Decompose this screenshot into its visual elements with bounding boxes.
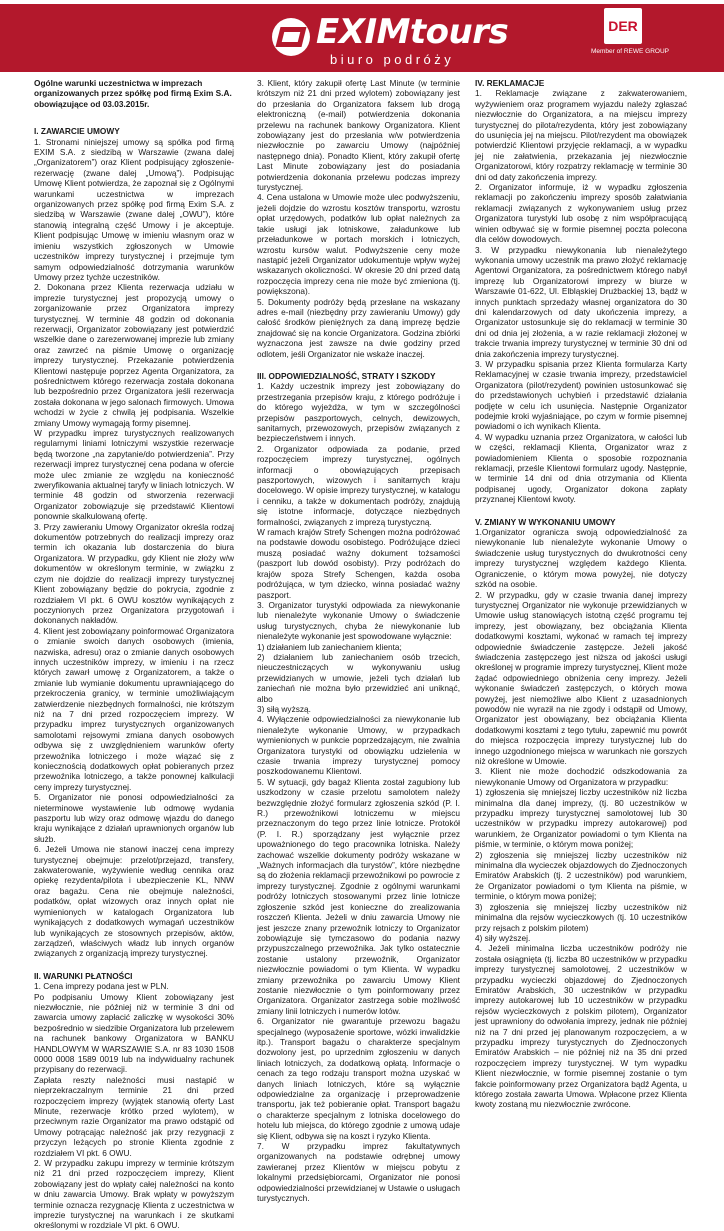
paragraph: 2. W przypadku, gdy w czasie trwania danej imprezy turystycznej Organizator nie wykonuje przewidzianych w Umowie usług stanowiących istotną część programu tej imprezy, jest obowiązany, bez obciążania Klienta dodatkowymi kosztami, wykonać w ramach tej imprezy odpowiednie świadczenie zastępcze. Jeżeli jakość świadczenia zastępczego jest niższa od jakości usługi określonej w programie imprezy turystycznej, Klient może żądać odpowiedniego obniżenia ceny imprezy. Jeżeli wykonanie świadczeń zastępczych, o których mowa powyżej, jest niemożliwe albo Klient z uzasadnionych powodów nie wyraził na nie zgody i odstąpił od Umowy, Organizator jest obowiązany, bez obciążania Klienta dodatkowymi kosztami z tego tytułu, zapewnić mu powrót do miejsca rozpoczęcia imprezy turystycznej lub do innego uzgodnionego miejsca w warunkach nie gorszych niż określone w Umowie.	[475, 589, 687, 766]
paragraph: 1. Każdy uczestnik imprezy jest zobowiązany do przestrzegania przepisów kraju, z którego podróżuje i do którego wyjeżdża, w tym w szczególności przepisów paszportowych, celnych, dewizowych, sanitarnych, przewozowych, przepisów związanych z bezpieczeństwem i innych.	[257, 381, 460, 444]
paragraph: 1.Organizator ogranicza swoją odpowiedzialność za niewykonanie lub nienależyte wykonanie Umowy o świadczenie usług turystycznych do dwukrotności ceny imprezy turystycznej względem każdego Klienta. Ograniczenie, o którym mowa powyżej, nie dotyczy szkód na osobie.	[475, 527, 687, 590]
der-logo	[604, 8, 642, 44]
exim-logo-icon	[272, 18, 310, 56]
exim-tours-logo	[272, 10, 509, 68]
document-title: Ogólne warunki uczestnictwa w imprezach organizowanych przez spółkę pod firmą Exim S.A. obowiązujące od 03.03.2015r.	[34, 78, 232, 109]
paragraph: 5. W sytuacji, gdy bagaż Klienta został zagubiony lub uszkodzony w czasie przelotu samolotem należy bezwzględnie złożyć formularz zgłoszenia szkód (P. I. R.) przewoźnikowi lotniczemu w miejscu przeznaczonym do tego przez linie lotnicze. Protokół (P. I. R.) sporządzany jest wyłącznie przez upoważnionego do tego pracownika lotniska. Należy zachować wszelkie dokumenty podróży wskazane w „Ważnych informacjach dla turystów”, które niezbędne są do złożenia reklamacji przewoźnikowi po powrocie z imprezy turystycznej. Zgodnie z ogólnymi warunkami podróży lotniczych stosowanymi przez linie lotnicze zgłoszenie szkód jest konieczne do zrealizowania roszczeń Klienta. Jeżeli w dniu zawarcia Umowy nie jest jeszcze znany przewoźnik lotniczy to Organizator zobowiązuje się tymczasowo do podania nazwy przypuszczalnego przewoźnika. Jak tylko ostatecznie zostanie ustalony przewoźnik, Organizator niezwłocznie powiadomi o tym Klienta. W wypadku zmiany przewoźnika po zawarciu Umowy Klient zostanie niezwłocznie o tym poinformowany przez Organizatora. Organizator zastrzega sobie możliwość zmiany linii lotniczych i numerów lotów.	[257, 776, 460, 1016]
logo-tagline: biuro podróży	[330, 52, 455, 67]
text-column-1	[34, 78, 234, 1231]
der-caption: Member of REWE GROUP	[590, 48, 669, 55]
paragraph: 2. W przypadku zakupu imprezy w terminie krótszym niż 21 dni przed rozpoczęciem imprezy, Klient zobowiązany jest do wpłaty całej należności na konto w dniu zawarcia Umowy. Brak wpłaty w powyższym terminie oznacza rezygnację Klienta z uczestnictwa w imprezie turystycznej na warunkach i ze skutkami określonymi w rozdziale VI pkt. 6 OWU.	[34, 1158, 234, 1231]
header-banner	[0, 4, 724, 72]
paragraph: 2. Dokonana przez Klienta rezerwacja udziału w imprezie turystycznej jest propozycją umowy o zorganizowanie przez Organizatora imprezy turystycznej. W terminie 48 godzin od dokonania rezerwacji, Organizator zobowiązany jest potwierdzić wszelkie dane o zarezerwowanej imprezie lub zmiany oraz zawrzeć na piśmie Umowę o organizację imprezy turystycznej. Przekazanie potwierdzenia Klientowi następuje poprzez Agenta Organizatora, za pośrednictwem którego rezerwacja została dokonana lub bezpośrednio przez Organizatora jeśli rezerwacja została dokonana w jego salonach firmowych. Umowa wchodzi w życie z chwilą jej podpisania. Wszelkie zmiany Umowy wymagają formy pisemnej.	[34, 282, 234, 428]
paragraph: 4. W wypadku uznania przez Organizatora, w całości lub w części, reklamacji Klienta, Organizator wraz z powiadomieniem Klienta o sposobie rozpoznania reklamacji, prześle Klientowi formularz ugody. Następnie, w terminie 14 dni od dnia otrzymania od Klienta podpisanej ugody, Organizator dokona zapłaty przyznanej Klientowi kwoty.	[475, 431, 687, 505]
paragraph: 4. Jeżeli minimalna liczba uczestników podróży nie została osiągnięta (tj. liczba 80 uczestników w przypadku imprezy turystycznej samolotowej, 2 uczestników w przypadku wycieczki objazdowej do Zjednoczonych Emiratów Arabskich, 30 uczestników w przypadku imprezy autokarowej lub 10 uczestników w przypadku rejsów wycieczkowych z polskim pilotem), Organizator jest uprawniony do odwołania imprezy, jednak nie później niż na 7 dni przed jej planowanym rozpoczęciem, a w przypadku imprezy turystycznych do Zjednoczonych Emiratów Arabskich – nie później niż na 35 dni przed rozpoczęciem imprezy turystycznej. W tym wypadku Klient niezwłocznie, w formie pisemnej zostanie o tym fakcie poinformowany przez Organizatora bądź Agenta, u którego została zawarta Umowa. Wpłacone przez Klienta kwoty zostaną mu niezwłocznie zwrócone.	[475, 943, 687, 1110]
paragraph: 3. Przy zawieraniu Umowy Organizator określa rodzaj dokumentów potrzebnych do realizacji imprezy oraz termin ich okazania lub dostarczenia do biura Organizatora. W przypadku, gdy Klient nie złoży w/w dokumentów w określonym terminie, w związku z czym nie dojdzie do realizacji imprezy turystycznej Klient zobowiązany będzie do pokrycia, zgodnie z rozdziałem VI pkt. 6 OWU kosztów wynikających z poczynionych przez Organizatora przygotowań i dokonanych nakładów.	[34, 521, 234, 626]
section-heading: V. ZMIANY W WYKONANIU UMOWY	[475, 516, 616, 527]
paragraph: 4. Klient jest zobowiązany poinformować Organizatora o zmianie swoich danych osobowych (imienia, nazwiska, adresu) oraz o zmianie danych osobowych innych uczestników imprezy, w imieniu i na rzecz których zawarł umowę z Organizatorem, a także o zmianie lub wymianie dokumentu uprawniającego do przekroczenia granicy, w terminie umożliwiającym zatwierdzenie niezbędnych formalności, nie krótszym niż na 7 dni przed rozpoczęciem imprezy. W przypadku imprez turystycznych organizowanych samolotami rejsowymi zmiana danych osobowych odbywa się z uwzględnieniem warunków oferty przewoźnika lotniczego i może wiązać się z koniecznością dodatkowych opłat pobieranych przez przewoźnika lotniczego, a także ponownej kalkulacji ceny imprezy turystycznej.	[34, 625, 234, 792]
paragraph: 3. W przypadku spisania przez Klienta formularza Karty Reklamacyjnej w czasie trwania imprezy, przedstawiciel Organizatora (pilot/rezydent) powinien ustosunkować się do przedstawionych uchybień i przedstawić działania podjęte w celu ich usunięcia. Następnie Organizator podejmie kroki wyjaśniające, po czym w formie pisemnej powiadomi o ich wynikach Klienta.	[475, 358, 687, 432]
paragraph: 3. Klient nie może dochodzić odszkodowania za niewykonanie Umowy od Organizatora w przypadku:	[475, 766, 687, 787]
paragraph: 7. W przypadku imprez fakultatywnych organizowanych na podstawie odrębnej umowy zawieranej przez Klientów w miejscu pobytu z lokalnymi przedsiębiorcami, Organizator nie ponosi odpowiedzialności przewidzianej w Ustawie o usługach turystycznych.	[257, 1141, 460, 1204]
paragraph: W przypadku imprez turystycznych realizowanych regularnymi liniami lotniczymi wszystkie rezerwacje będą tworzone „na zapytanie/do potwierdzenia”. Przy rezerwacji imprez turystycznej cena podana w ofercie może ulec zmianie ze względu na konieczność zweryfikowania aktualnej taryfy w liniach lotniczych. W terminie 48 godzin od stworzenia rezerwacji Organizator zobowiązuje się przedstawić Klientowi ponownie skalkulowaną ofertę.	[34, 428, 234, 522]
paragraph: Zapłata reszty należności musi nastąpić w nieprzekraczalnym terminie 21 dni przed rozpoczęciem imprezy (wyjątek stanowią oferty Last Minute, rezerwacje krótko przed wylotem), w przeciwnym razie Organizator ma prawo odstąpić od Umowy potrącając należność jak przy rezygnacji z przyczyn leżących po stronie Klienta zgodnie z rozdziałem VI pkt. 6 OWU.	[34, 1074, 234, 1158]
paragraph: 2. Organizator odpowiada za podanie, przed rozpoczęciem imprezy turystycznej, ogólnych informacji o obowiązujących przepisach paszportowych, wizowych i sanitarnych kraju docelowego. W opisie imprezy turystycznej, w katalogu i cenniku, a także w dokumentach podróży, znajdują się istotne informacje, dotyczące niezbędnych formalności, związanych z imprezą turystyczną.	[257, 443, 460, 527]
text-column-2	[257, 78, 460, 1204]
paragraph: 1. Reklamacje związane z zakwaterowaniem, wyżywieniem oraz programem wyjazdu należy zgłaszać niezwłocznie do Organizatora, a na miejscu imprezy turystycznej do pilota/rezydenta, który jest zobowiązany do usunięcia jej na miejscu. Pilot/rezydent ma obowiązek potwierdzić Klientowi przyjęcie reklamacji, a w wypadku jej nie załatwienia, przekazania jej niezwłocznie Organizatorowi, który rozpatrzy reklamację w terminie 30 dni od daty zakończenia imprezy.	[475, 88, 687, 182]
paragraph: 1. Cena imprezy podana jest w PLN.	[34, 981, 169, 992]
paragraph: 1) zgłoszenia się mniejszej liczby uczestników niż liczba minimalna dla danej imprezy, (tj. 80 uczestników w przypadku imprezy turystycznej samolotowej lub 30 uczestników w przypadku imprezy autokarowej) pod warunkiem, że Organizator powiadomi o tym Klienta na piśmie, w terminie, o którym mowa poniżej;	[475, 787, 687, 850]
paragraph: 3. Organizator turystyki odpowiada za niewykonanie lub nienależyte wykonanie Umowy o świadczenie usług turystycznych, chyba że niewykonanie lub nienależyte wykonanie jest spowodowane wyłącznie:	[257, 599, 460, 642]
der-mark: DER	[608, 18, 638, 34]
section-heading: III. ODPOWIEDZIALNOŚĆ, STRATY I SZKODY	[257, 370, 436, 381]
paragraph: 3) zgłoszenia się mniejszej liczby uczestników niż minimalna dla rejsów wycieczkowych (tj. 10 uczestników przy rejsach z polskim pilotem)	[475, 901, 687, 933]
paragraph: 4. Cena ustalona w Umowie może ulec podwyższeniu, jeżeli dojdzie do wzrostu kosztów transportu, wzrostu opłat urzędowych, podatków lub opłat należnych za takie usługi jak lotniskowe, załadunkowe lub przeładunkowe w portach morskich i lotniczych, wzrostu kursów walut. Podwyższenie ceny może nastąpić jeżeli Organizator udokumentuje wpływ wyżej wskazanych okoliczności. W okresie 20 dni przed datą rozpoczęcia imprezy cena nie może być zmieniona (tj. powiększona).	[257, 192, 460, 297]
paragraph: 6. Organizator nie gwarantuje przewozu bagażu specjalnego (wyposażenie sportowe, wózki inwalidzkie itp.). Transport bagażu o charakterze specjalnym dozwolony jest, po uprzednim zgłoszeniu w danych liniach lotniczych, za dodatkową opłatą. Informacje o cenach za tego rodzaju transport można uzyskać w danych liniach lotniczych, które są wyłącznie odpowiedzialne za organizację i przeprowadzenie transportu, jak też pobieranie opłat. Transport bagażu o charakterze specjalnym z lotniska docelowego do hotelu lub miejsca, do którego zgodnie z umową udaje się Klient, odbywa się na koszt i ryzyko Klienta.	[257, 1016, 460, 1141]
section-heading: I. ZAWARCIE UMOWY	[34, 126, 120, 137]
paragraph: Po podpisaniu Umowy Klient zobowiązany jest niezwłocznie, nie później niż w terminie 3 dni od zawarcia umowy zapłacić zaliczkę w wysokości 30% bezpośrednio w siedzibie Organizatora lub przelewem na rachunek bankowy Organizatora w BANKU HANDLOWYM W WARSZAWIE S.A. nr 83 1030 1508 0000 0008 1589 0019 lub na indywidualny rachunek przypisany do rezerwacji.	[34, 991, 234, 1075]
paragraph: 5. Organizator nie ponosi odpowiedzialności za nieterminowe wystawienie lub odmowę wydania paszportu lub wizy oraz odmowę wjazdu do danego kraju wynikające z działań uprawnionych organów lub służb.	[34, 792, 234, 844]
paragraph: 4) siły wyższej.	[475, 932, 531, 943]
paragraph: 1) działaniem lub zaniechaniem klienta;	[257, 641, 402, 652]
paragraph: 2) działaniem lub zaniechaniem osób trzecich, nieuczestniczących w wykonywaniu usług przewidzianych w umowie, jeżeli tych działań lub zaniechań nie można było przewidzieć ani uniknąć, albo	[257, 651, 460, 704]
text-column-3	[475, 78, 687, 1110]
paragraph: 1. Stronami niniejszej umowy są spółka pod firmą EXIM S.A. z siedzibą w Warszawie (zwana dalej „Organizatorem”) oraz Klient podpisujący zgłoszenie-rezerwację (zwane dalej „Umową”). Podpisując Umowę Klient potwierdza, że zapoznał się z Ogólnymi warunkami uczestnictwa w imprezach organizowanych przez spółkę pod firmą Exim S.A. z siedzibą w Warszawie (zwane dalej „OWU”), które stanowią integralną część Umowy i je akceptuje. Klient podpisując Umowę w imieniu własnym oraz w imieniu wszystkich zgłoszonych w Umowie uczestników imprezy turystycznej i przejmuje tym samym odpowiedzialność dotrzymania warunków Umowy przez tychże uczestników.	[34, 136, 234, 282]
logo-name: EXIMtours	[316, 12, 509, 52]
paragraph: 3) siłą wyższą.	[257, 703, 311, 714]
paragraph: 3. Klient, który zakupił ofertę Last Minute (w terminie krótszym niż 21 dni przed wylotem) zobowiązany jest do przesłania do Organizatora faksem lub drogą elektroniczną (e-mail) potwierdzenia dokonania przelewu na rachunek bankowy Organizatora. Klient zobowiązany jest do przesłania w/w potwierdzenia niezwłocznie po zawarciu Umowy (najpóźniej następnego dnia). Ponadto Klient, który zakupił ofertę Last Minute zobowiązany jest do posiadania potwierdzenia dokonania przelewu podczas imprezy turystycznej.	[257, 78, 460, 193]
paragraph: 3. W przypadku niewykonania lub nienależytego wykonania umowy uczestnik ma prawo złożyć reklamację Agentowi Organizatora, za pośrednictwem którego nabył imprezę lub Organizatorowi imprezy w biurze w Warszawie 01-622, Ul. Elbląskiej Drużbackiej 13, bądź w innych punktach sprzedaży własnej organizatora do 30 dni kalendarzowych od daty ukończenia imprezy, a Organizator ustosunkuje się do reklamacji w terminie 30 dni od dnia jej złożenia, a w razie reklamacji złożonej w trakcie trwania imprezy turystycznej w terminie 30 dni od dnia zakończenia imprezy turystycznej.	[475, 244, 687, 359]
paragraph: 4. Wyłączenie odpowiedzialności za niewykonanie lub nienależyte wykonanie Umowy, w przypadkach wymienionych w punkcie poprzedzającym, nie zwalnia Organizatora turystyki od obowiązku udzielenia w czasie trwania imprezy turystycznej pomocy poszkodowanemu Klientowi.	[257, 714, 460, 777]
paragraph: 2. Organizator informuje, iż w wypadku zgłoszenia reklamacji po zakończeniu imprezy sposób załatwiania reklamacji związanych z wykonywaniem usług przez Organizatora turystyki lub osobę z nim współpracującą winien odbywać się w formie pisemnej poczta polecona dla celów dowodowych.	[475, 182, 687, 245]
paragraph: 6. Jeżeli Umowa nie stanowi inaczej cena imprezy turystycznej obejmuje: przelot/przejazd, transfery, zakwaterowanie, wyżywienie według cennika oraz opiekę rezydenta/pilota i ubezpieczenie KL, NNW oraz bagażu. Cena nie obejmuje należności, podatków, opłat wizowych oraz innych opłat nie wymienionych w katalogach Organizatora lub wynikających z dodatkowych wymagań uczestników lub wynikających ze stosownych przepisów, aktów, zarządzeń, właściwych władz lub innych organów związanych z organizacją imprezy turystycznej.	[34, 844, 234, 959]
paragraph: 2) zgłoszenia się mniejszej liczby uczestników niż minimalna dla wycieczek objazdowych do Zjednoczonych Emiratów Arabskich (tj. 2 uczestników) pod warunkiem, że Organizator powiadomi o tym Klienta na piśmie, w terminie, o którym mowa poniżej;	[475, 849, 687, 902]
section-heading: IV. REKLAMACJE	[475, 78, 545, 88]
paragraph: W ramach krajów Strefy Schengen można podróżować na podstawie dowodu osobistego. Podróżujące dzieci muszą posiadać ważny dokument tożsamości (paszport lub dowód osobisty). Przy podróżach do krajów spoza Strefy Schengen, każda osoba podróżująca, w tym dziecko, winna posiadać ważny paszport.	[257, 527, 460, 600]
section-heading: II. WARUNKI PŁATNOŚCI	[34, 970, 133, 981]
paragraph: 5. Dokumenty podróży będą przesłane na wskazany adres e-mail (niezbędny przy zawieraniu Umowy) gdy całość środków pieniężnych za daną imprezę będzie znajdować się na koncie Organizatora. Godzina zbiórki wyznaczona jest zawsze na dwie godziny przed odlotem, jeśli Organizator nie wskaże inaczej.	[257, 296, 460, 359]
